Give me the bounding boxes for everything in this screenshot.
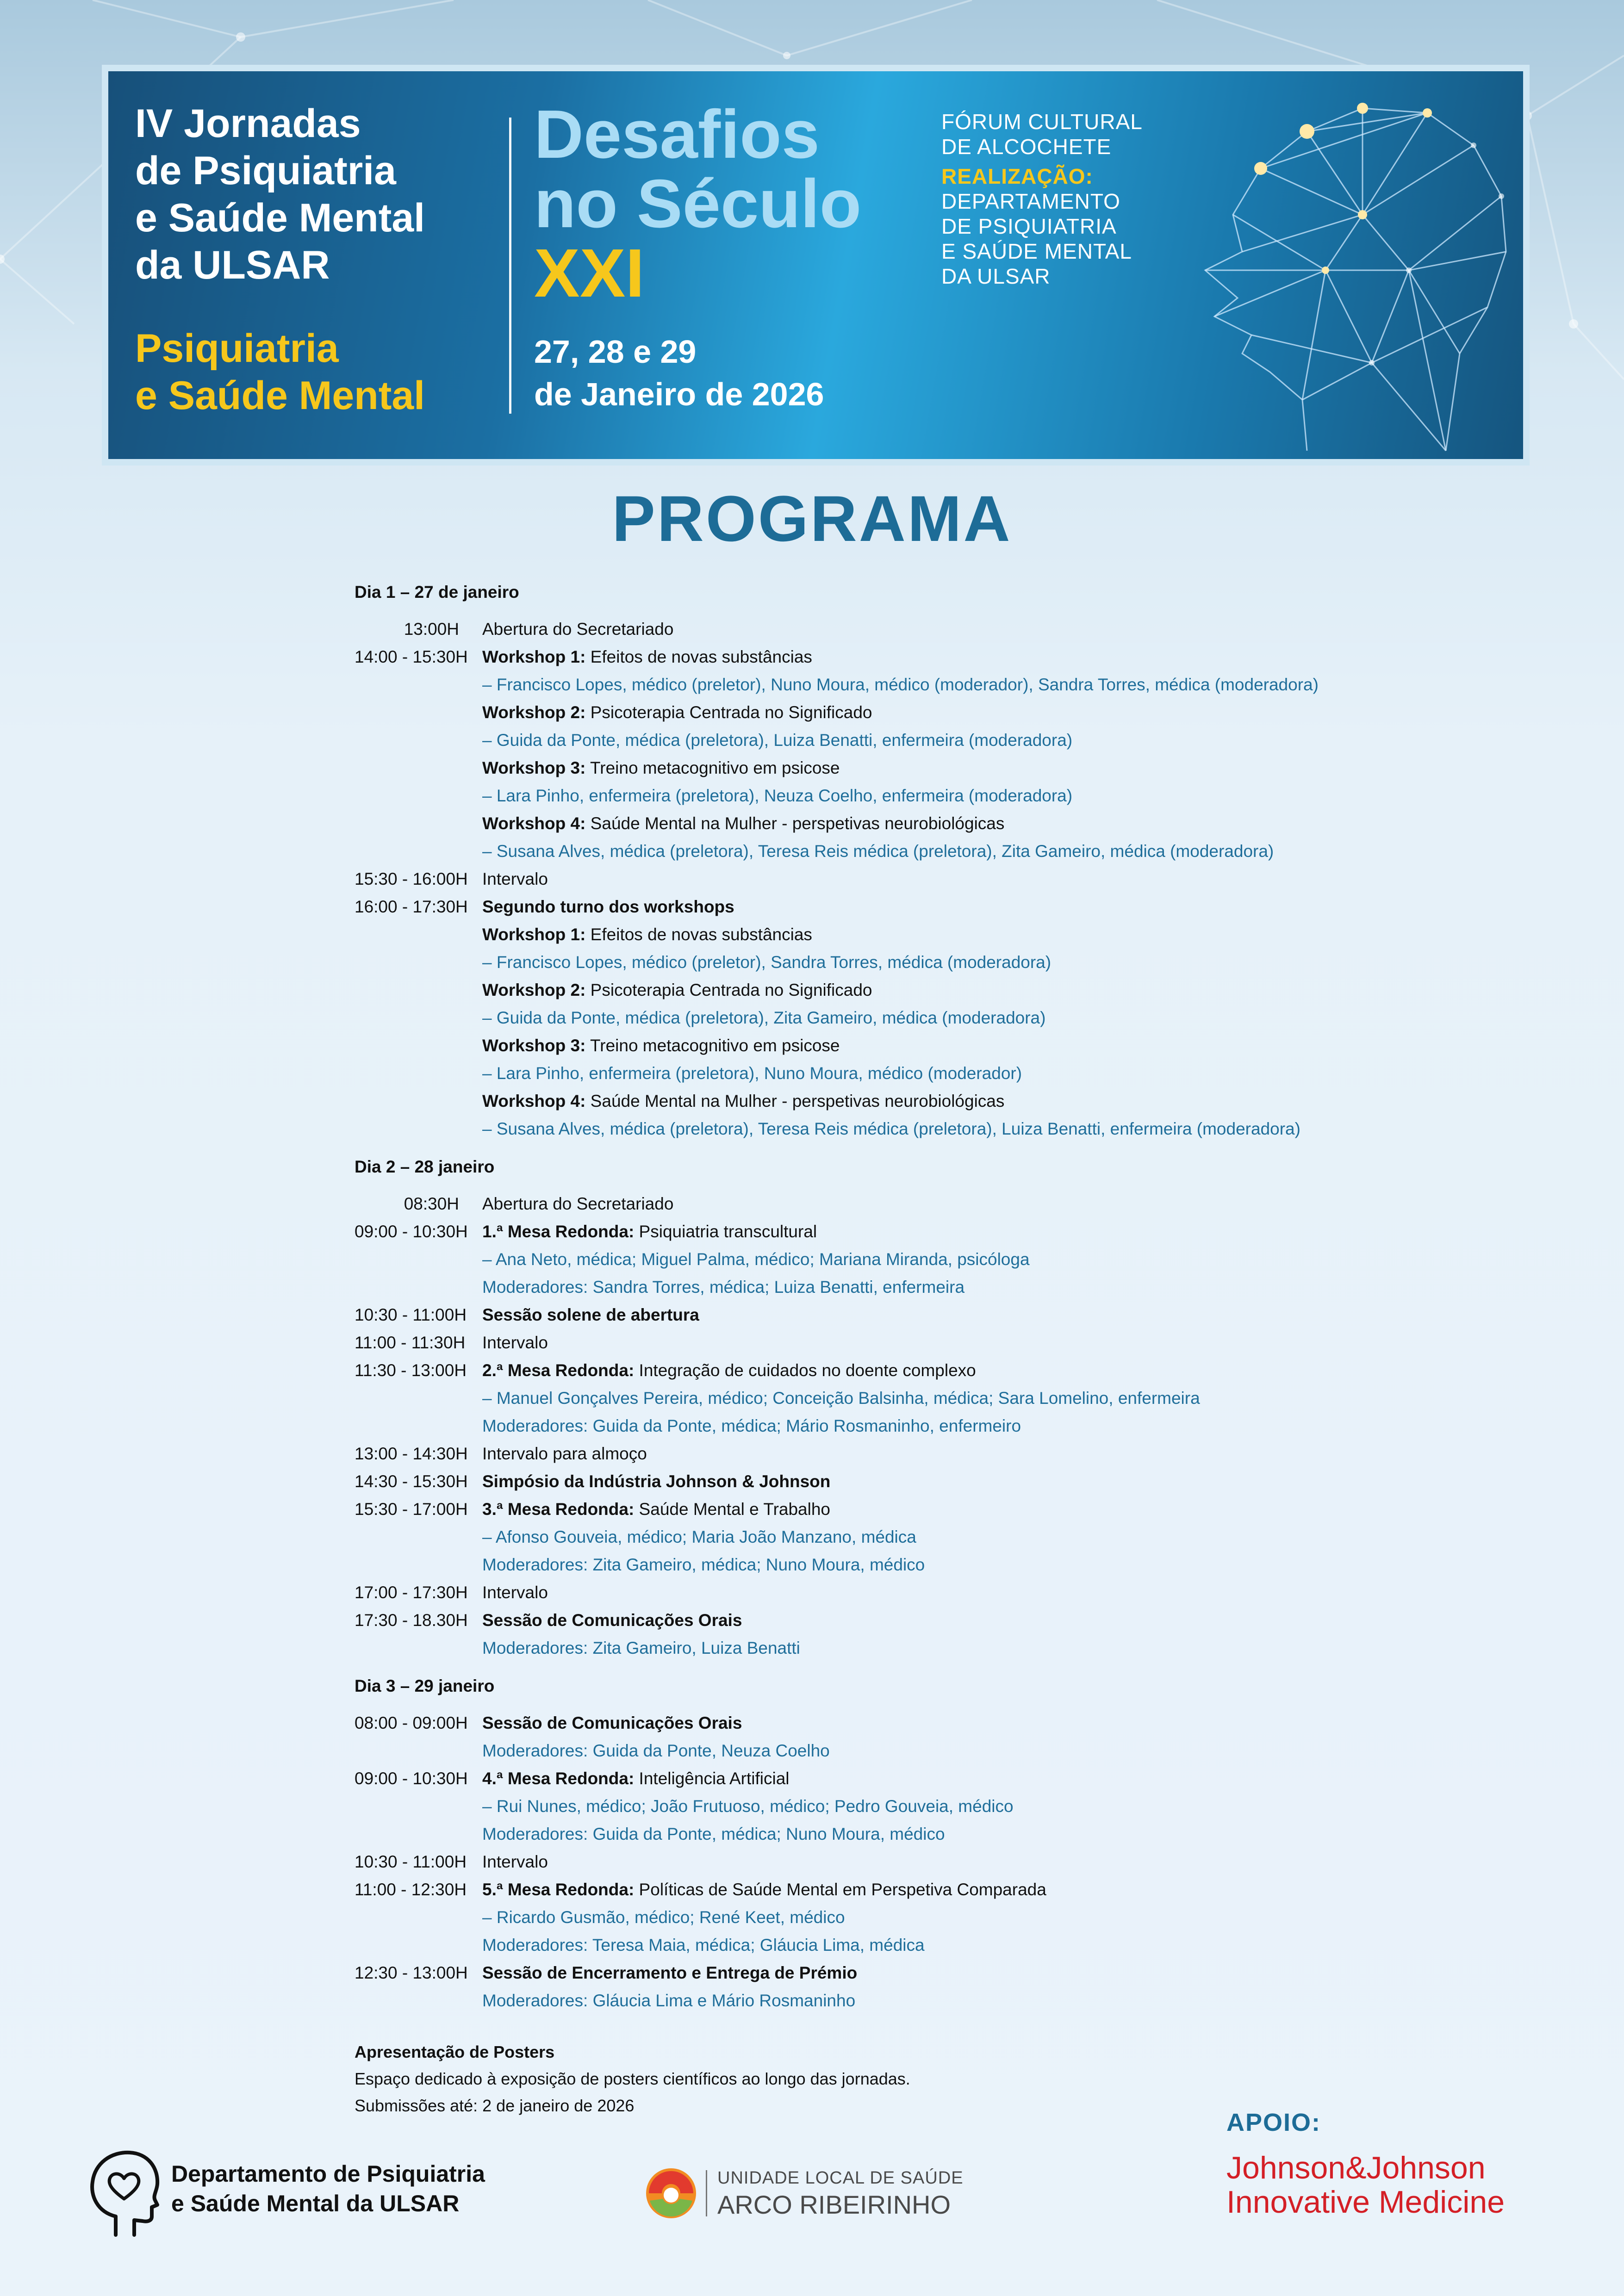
session-time: 09:00 - 10:30H <box>355 1769 468 1788</box>
schedule-row <box>355 1273 1419 1301</box>
session-text: – Francisco Lopes, médico (preletor), Sandra Torres, médica (moderadora) <box>482 953 1052 972</box>
session-text: Saúde Mental na Mulher - perspetivas neurobiológicas <box>585 814 1005 833</box>
session-time: 16:00 - 17:30H <box>355 897 468 916</box>
day-spacer <box>355 1143 1419 1153</box>
session-time <box>355 1384 482 1412</box>
session-content <box>482 1060 1022 1087</box>
session-text: Psiquiatria transcultural <box>634 1222 817 1241</box>
schedule-row <box>355 1579 1419 1607</box>
session-time <box>355 1087 482 1115</box>
session-label: 4.ª Mesa Redonda: <box>482 1769 635 1788</box>
session-content <box>482 1357 976 1384</box>
session-time <box>355 1904 482 1931</box>
session-time: 11:00 - 12:30H <box>355 1880 467 1899</box>
session-content <box>482 1634 800 1662</box>
schedule-row <box>355 838 1419 865</box>
session-content <box>482 1301 699 1329</box>
session-text: – Afonso Gouveia, médico; Maria João Manzano, médica <box>482 1527 916 1546</box>
sponsor-logo: Johnson&Johnson Innovative Medicine <box>1226 2150 1505 2220</box>
schedule-row <box>355 1357 1419 1384</box>
session-time: 15:30 - 17:00H <box>355 1500 468 1519</box>
session-label: 3.ª Mesa Redonda: <box>482 1500 635 1519</box>
session-text: – Rui Nunes, médico; João Frutuoso, médico; Pedro Gouveia, médico <box>482 1797 1014 1816</box>
session-time <box>355 1273 482 1301</box>
session-time <box>355 699 482 726</box>
schedule-row <box>355 1765 1419 1793</box>
session-text: Intervalo <box>482 869 548 888</box>
session-label: Sessão de Comunicações Orais <box>482 1611 742 1630</box>
session-text: – Ana Neto, médica; Miguel Palma, médico; Mariana Miranda, psicóloga <box>482 1250 1030 1269</box>
schedule-row <box>355 1004 1419 1032</box>
schedule-row <box>355 1496 1419 1523</box>
session-time <box>355 1060 482 1087</box>
session-text: Moderadores: Zita Gameiro, Luiza Benatti <box>482 1638 800 1657</box>
schedule-row <box>355 1032 1419 1060</box>
banner-panel <box>108 71 1523 459</box>
session-content <box>482 1579 548 1607</box>
session-text: Intervalo <box>482 1333 548 1352</box>
schedule-row <box>355 976 1419 1004</box>
session-time <box>355 1793 482 1820</box>
day-heading: Dia 3 – 29 janeiro <box>355 1676 495 1695</box>
schedule-row <box>355 1987 1419 2015</box>
schedule-row <box>355 1301 1419 1329</box>
schedule-row <box>355 1959 1419 1987</box>
session-text: – Lara Pinho, enfermeira (preletora), Neuza Coelho, enfermeira (moderadora) <box>482 786 1073 805</box>
session-text: Efeitos de novas substâncias <box>585 925 812 944</box>
banner-divider <box>509 118 511 414</box>
session-content <box>482 1384 1200 1412</box>
session-content <box>482 1273 964 1301</box>
session-label: Sessão solene de abertura <box>482 1305 699 1324</box>
session-time <box>355 1634 482 1662</box>
session-label: 2.ª Mesa Redonda: <box>482 1361 635 1380</box>
schedule-row <box>355 865 1419 893</box>
session-time <box>355 1523 482 1551</box>
day-heading-spacer <box>355 606 1419 615</box>
schedule-row <box>355 893 1419 921</box>
session-content <box>482 1190 673 1218</box>
session-content <box>482 893 734 921</box>
ulsar-emblem-icon <box>643 2166 699 2221</box>
session-time: 17:30 - 18.30H <box>355 1611 468 1630</box>
session-time <box>355 810 482 838</box>
schedule-row <box>355 1931 1419 1959</box>
schedule-row <box>355 1904 1419 1931</box>
session-label: Segundo turno dos workshops <box>482 897 734 916</box>
session-text: – Francisco Lopes, médico (preletor), Nuno Moura, médico (moderador), Sandra Torres, médica (moderadora) <box>482 675 1319 694</box>
day-heading-spacer <box>355 1181 1419 1190</box>
session-label: Workshop 2: <box>482 703 586 722</box>
session-time: 10:30 - 11:00H <box>355 1305 467 1324</box>
session-time: 08:30H <box>404 1194 459 1213</box>
session-label: Workshop 4: <box>482 814 586 833</box>
schedule-row <box>355 1737 1419 1765</box>
session-time: 11:30 - 13:00H <box>355 1361 467 1380</box>
session-time: 13:00H <box>404 620 459 639</box>
session-content <box>482 782 1072 810</box>
session-text: – Susana Alves, médica (preletora), Teresa Reis médica (preletora), Luiza Benatti, enfermeira (moderadora) <box>482 1119 1300 1138</box>
session-content <box>482 1709 742 1737</box>
session-content <box>482 1959 857 1987</box>
schedule <box>355 578 1419 2015</box>
session-label: Workshop 4: <box>482 1092 586 1111</box>
department-logo: Departamento de Psiquiatria e Saúde Mental da ULSAR <box>88 2147 504 2240</box>
schedule-row <box>355 1848 1419 1876</box>
session-content <box>482 1876 1046 1904</box>
schedule-row <box>355 921 1419 949</box>
session-content <box>482 1765 790 1793</box>
session-content <box>482 1218 817 1246</box>
session-content <box>482 1523 916 1551</box>
session-text: Saúde Mental na Mulher - perspetivas neurobiológicas <box>585 1092 1005 1111</box>
session-time <box>355 1032 482 1060</box>
schedule-row <box>355 1634 1419 1662</box>
session-text: Intervalo para almoço <box>482 1444 647 1463</box>
session-text: Moderadores: Guida da Ponte, médica; Mário Rosmaninho, enfermeiro <box>482 1416 1021 1435</box>
session-content <box>482 671 1319 699</box>
schedule-row <box>355 671 1419 699</box>
session-label: 5.ª Mesa Redonda: <box>482 1880 635 1899</box>
session-content <box>482 1737 830 1765</box>
event-subtitle: Psiquiatria e Saúde Mental <box>135 326 425 418</box>
session-text: Intervalo <box>482 1852 548 1871</box>
session-content <box>482 1004 1045 1032</box>
schedule-row <box>355 949 1419 976</box>
session-text: – Lara Pinho, enfermeira (preletora), Nuno Moura, médico (moderador) <box>482 1064 1022 1083</box>
session-label: Sessão de Comunicações Orais <box>482 1713 742 1732</box>
session-content <box>482 1496 830 1523</box>
schedule-row <box>355 1551 1419 1579</box>
event-title: IV Jornadas de Psiquiatria e Saúde Mental da ULSAR <box>135 101 425 287</box>
session-text: Moderadores: Teresa Maia, médica; Gláucia Lima, médica <box>482 1936 925 1955</box>
session-time: 10:30 - 11:00H <box>355 1852 467 1871</box>
apoio-label: APOIO: <box>1226 2109 1321 2136</box>
session-text: Intervalo <box>482 1583 548 1602</box>
posters-deadline: Submissões até: 2 de janeiro de 2026 <box>355 2096 635 2115</box>
schedule-row <box>355 1246 1419 1273</box>
session-text: Moderadores: Gláucia Lima e Mário Rosmaninho <box>482 1991 856 2010</box>
schedule-row <box>355 1384 1419 1412</box>
schedule-row <box>355 615 1419 643</box>
event-theme: Desafios no Século XXI <box>534 96 862 311</box>
session-time: 11:00 - 11:30H <box>355 1333 466 1352</box>
page-title: PROGRAMA <box>612 482 1012 555</box>
session-time <box>355 838 482 865</box>
schedule-row <box>355 699 1419 726</box>
session-content <box>482 726 1072 754</box>
schedule-row <box>355 1190 1419 1218</box>
schedule-row <box>355 1793 1419 1820</box>
schedule-row <box>355 1412 1419 1440</box>
session-time <box>355 976 482 1004</box>
session-content <box>482 699 872 726</box>
day-heading-spacer <box>355 1700 1419 1709</box>
session-time <box>355 1004 482 1032</box>
session-label: 1.ª Mesa Redonda: <box>482 1222 635 1241</box>
schedule-row <box>355 1607 1419 1634</box>
session-content <box>482 865 548 893</box>
session-text: Saúde Mental e Trabalho <box>634 1500 831 1519</box>
session-text: Integração de cuidados no doente complexo <box>634 1361 976 1380</box>
session-time <box>355 726 482 754</box>
session-text: Abertura do Secretariado <box>482 1194 674 1213</box>
session-text: – Guida da Ponte, médica (preletora), Luiza Benatti, enfermeira (moderadora) <box>482 731 1073 750</box>
session-text: Abertura do Secretariado <box>482 620 674 639</box>
schedule-row <box>355 1820 1419 1848</box>
session-text: Treino metacognitivo em psicose <box>585 1036 840 1055</box>
session-content <box>482 949 1051 976</box>
schedule-row <box>355 726 1419 754</box>
session-label: Simpósio da Indústria Johnson & Johnson <box>482 1472 831 1491</box>
network-head-icon <box>1187 76 1520 459</box>
session-content <box>482 810 1004 838</box>
session-content <box>482 1246 1030 1273</box>
schedule-row <box>355 810 1419 838</box>
session-content <box>482 976 872 1004</box>
session-text: Psicoterapia Centrada no Significado <box>585 980 872 999</box>
session-label: Sessão de Encerramento e Entrega de Prémio <box>482 1963 858 1982</box>
session-text: – Ricardo Gusmão, médico; René Keet, médico <box>482 1908 845 1927</box>
session-content <box>482 754 840 782</box>
session-time <box>355 1246 482 1273</box>
session-text: – Susana Alves, médica (preletora), Teresa Reis médica (preletora), Zita Gameiro, médica (moderadora) <box>482 842 1274 861</box>
session-content <box>482 838 1274 865</box>
session-time <box>355 754 482 782</box>
session-time <box>355 1820 482 1848</box>
session-time <box>355 782 482 810</box>
session-time <box>355 1737 482 1765</box>
session-content <box>482 1115 1300 1143</box>
session-time: 14:30 - 15:30H <box>355 1472 468 1491</box>
session-content <box>482 1987 855 2015</box>
session-content <box>482 1904 845 1931</box>
session-text: Políticas de Saúde Mental em Perspetiva Comparada <box>634 1880 1046 1899</box>
session-text: Moderadores: Guida da Ponte, Neuza Coelho <box>482 1741 830 1760</box>
session-text: Psicoterapia Centrada no Significado <box>585 703 872 722</box>
session-content <box>482 643 812 671</box>
session-time <box>355 671 482 699</box>
session-text: Treino metacognitivo em psicose <box>585 758 840 777</box>
session-content <box>482 1820 945 1848</box>
event-dates: 27, 28 e 29 de Janeiro de 2026 <box>534 334 824 412</box>
session-text: Efeitos de novas substâncias <box>585 647 812 666</box>
posters-description: Espaço dedicado à exposição de posters científicos ao longo das jornadas. <box>355 2069 910 2088</box>
session-label: Workshop 3: <box>482 758 586 777</box>
posters-section <box>355 2039 910 2119</box>
head-heart-icon <box>88 2147 162 2240</box>
session-content <box>482 1931 925 1959</box>
session-time: 09:00 - 10:30H <box>355 1222 468 1241</box>
session-time: 14:00 - 15:30H <box>355 647 468 666</box>
session-time <box>355 1115 482 1143</box>
schedule-row <box>355 754 1419 782</box>
session-content <box>482 1087 1004 1115</box>
session-label: Workshop 3: <box>482 1036 586 1055</box>
schedule-row <box>355 1087 1419 1115</box>
ulsar-separator <box>706 2170 707 2216</box>
event-info: FÓRUM CULTURAL DE ALCOCHETE REALIZAÇÃO: DEPARTAMENTO DE PSIQUIATRIA E SAÚDE MENTAL DA ULSAR <box>941 110 1143 288</box>
day-spacer <box>355 1662 1419 1672</box>
posters-title: Apresentação de Posters <box>355 2042 555 2061</box>
session-text: Moderadores: Zita Gameiro, médica; Nuno Moura, médico <box>482 1555 925 1574</box>
session-time <box>355 1931 482 1959</box>
ulsar-logo: UNIDADE LOCAL DE SAÚDE ARCO RIBEIRINHO <box>643 2161 1014 2230</box>
schedule-row <box>355 782 1419 810</box>
session-time: 15:30 - 16:00H <box>355 869 468 888</box>
schedule-row <box>355 1440 1419 1468</box>
schedule-row <box>355 1709 1419 1737</box>
session-label: Workshop 2: <box>482 980 586 999</box>
session-content <box>482 1848 548 1876</box>
session-content <box>482 921 812 949</box>
session-content <box>482 1412 1021 1440</box>
schedule-row <box>355 1060 1419 1087</box>
session-text: Moderadores: Sandra Torres, médica; Luiza Benatti, enfermeira <box>482 1278 965 1297</box>
day-heading: Dia 2 – 28 janeiro <box>355 1157 495 1176</box>
schedule-row <box>355 1218 1419 1246</box>
session-time: 17:00 - 17:30H <box>355 1583 468 1602</box>
day-heading: Dia 1 – 27 de janeiro <box>355 583 519 602</box>
session-content <box>482 615 673 643</box>
session-content <box>482 1551 925 1579</box>
session-time <box>355 1987 482 2015</box>
session-content <box>482 1032 840 1060</box>
session-time <box>355 921 482 949</box>
session-label: Workshop 1: <box>482 647 586 666</box>
schedule-row <box>355 1329 1419 1357</box>
schedule-row <box>355 1876 1419 1904</box>
session-content <box>482 1793 1014 1820</box>
session-content <box>482 1440 647 1468</box>
session-time <box>355 1412 482 1440</box>
event-banner <box>102 65 1530 465</box>
session-text: – Guida da Ponte, médica (preletora), Zita Gameiro, médica (moderadora) <box>482 1008 1046 1027</box>
session-time: 13:00 - 14:30H <box>355 1444 468 1463</box>
schedule-row <box>355 1523 1419 1551</box>
session-content <box>482 1468 830 1496</box>
session-content <box>482 1329 548 1357</box>
schedule-row <box>355 1115 1419 1143</box>
session-time <box>355 1551 482 1579</box>
session-time: 12:30 - 13:00H <box>355 1963 468 1982</box>
session-time <box>355 949 482 976</box>
schedule-row <box>355 643 1419 671</box>
session-text: Inteligência Artificial <box>634 1769 790 1788</box>
session-content <box>482 1607 742 1634</box>
session-time: 08:00 - 09:00H <box>355 1713 468 1732</box>
session-label: Workshop 1: <box>482 925 586 944</box>
session-text: Moderadores: Guida da Ponte, médica; Nuno Moura, médico <box>482 1824 945 1843</box>
schedule-row <box>355 1468 1419 1496</box>
session-text: – Manuel Gonçalves Pereira, médico; Conceição Balsinha, médica; Sara Lomelino, enfermeira <box>482 1389 1200 1408</box>
